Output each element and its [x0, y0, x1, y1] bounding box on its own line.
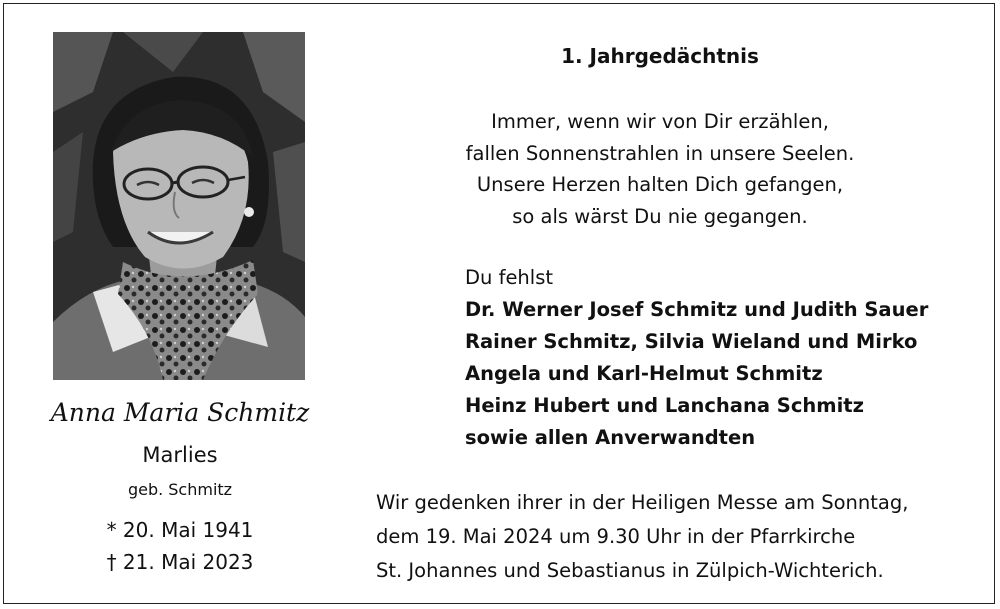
service-line: dem 19. Mai 2024 um 9.30 Uhr in der Pfarrkirche: [376, 525, 856, 548]
mourner-line: sowie allen Anverwandten: [465, 426, 756, 449]
memorial-poem: [430, 106, 890, 232]
deceased-nickname: Marlies: [142, 443, 218, 467]
poem-line: Immer, wenn wir von Dir erzählen,: [491, 110, 829, 133]
service-line: St. Johannes und Sebastianus in Zülpich-Wichterich.: [376, 559, 884, 582]
memorial-service-info: [376, 486, 908, 588]
birth-name: geb. Schmitz: [127, 480, 233, 499]
portrait-photo: [53, 32, 305, 380]
birth-date: * 20. Mai 1941: [106, 518, 254, 542]
mourners-intro: Du fehlst: [465, 266, 554, 289]
mourner-line: Rainer Schmitz, Silvia Wieland und Mirko: [465, 330, 918, 353]
mourner-line: Dr. Werner Josef Schmitz und Judith Sauer: [465, 298, 929, 321]
poem-line: Unsere Herzen halten Dich gefangen,: [476, 173, 844, 196]
service-line: Wir gedenken ihrer in der Heiligen Messe am Sonntag,: [376, 491, 909, 514]
mourners-block: [465, 262, 928, 454]
mourner-line: Heinz Hubert und Lanchana Schmitz: [465, 394, 864, 417]
poem-line: so als wärst Du nie gegangen.: [512, 204, 808, 228]
anniversary-title: 1. Jahrgedächtnis: [561, 44, 759, 68]
poem-line: fallen Sonnenstrahlen in unsere Seelen.: [465, 141, 855, 165]
mourner-line: Angela und Karl-Helmut Schmitz: [465, 362, 823, 385]
deceased-name: Anna Maria Schmitz: [50, 398, 310, 427]
death-date: † 21. Mai 2023: [106, 550, 254, 574]
